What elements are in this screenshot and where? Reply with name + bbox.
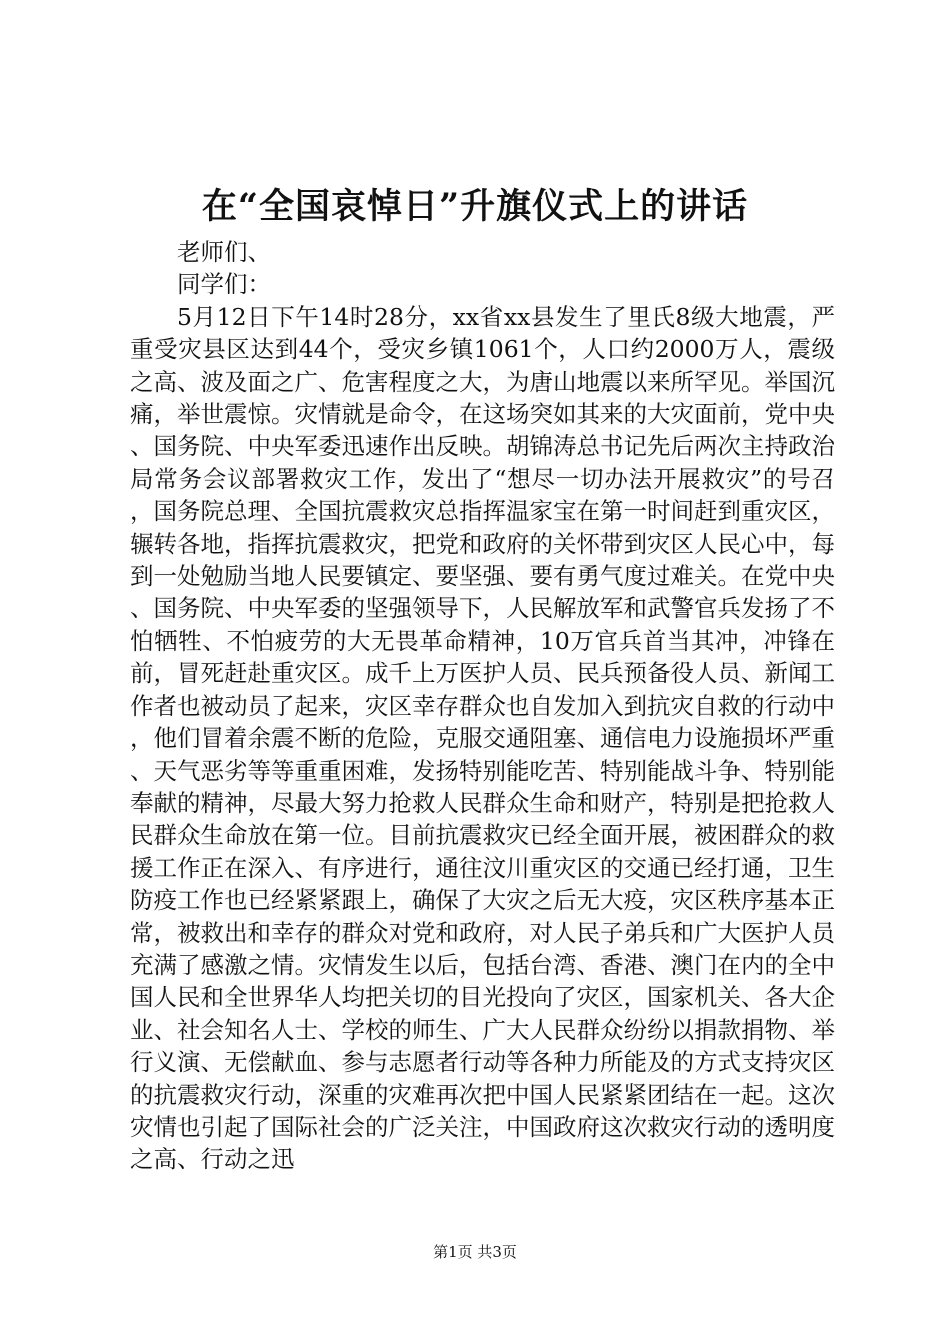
page-footer: 第1页 共3页 bbox=[433, 1243, 517, 1261]
document-body bbox=[130, 236, 835, 1176]
body-paragraph: 5月12日下午14时28分，xx省xx县发生了里氏8级大地震，严重受灾县区达到44个，受灾乡镇1061个，人口约2000万人，震级之高、波及面之广、危害程度之大，为唐山地震以来所罕见。举国沉痛，举世震惊。灾情就是命令，在这场突如其来的大灾面前，党中央、国务院、中央军委迅速作出反映。胡锦涛总书记先后两次主持政治局常务会议部署救灾工作，发出了“想尽一切办法开展救灾”的号召，国务院总理、全国抗震救灾总指挥温家宝在第一时间赶到重灾区，辗转各地，指挥抗震救灾，把党和政府的关怀带到灾区人民心中，每到一处勉励当地人民要镇定、要坚强、要有勇气度过难关。在党中央、国务院、中央军委的坚强领导下，人民解放军和武警官兵发扬了不怕牺牲、不怕疲劳的大无畏革命精神，10万官兵首当其冲，冲锋在前，冒死赶赴重灾区。成千上万医护人员、民兵预备役人员、新闻工作者也被动员了起来，灾区幸存群众也自发加入到抗灾自救的行动中，他们冒着余震不断的危险，克服交通阻塞、通信电力设施损坏严重、天气恶劣等等重重困难，发扬特别能吃苦、特别能战斗争、特别能奉献的精神，尽最大努力抢救人民群众生命和财产，特别是把抢救人民群众生命放在第一位。目前抗震救灾已经全面开展，被困群众的救援工作正在深入、有序进行，通往汶川重灾区的交通已经打通，卫生防疫工作也已经紧紧跟上，确保了大灾之后无大疫，灾区秩序基本正常，被救出和幸存的群众对党和政府，对人民子弟兵和广大医护人员充满了感激之情。灾情发生以后，包括台湾、香港、澳门在内的全中国人民和全世界华人均把关切的目光投向了灾区，国家机关、各大企业、社会知名人士、学校的师生、广大人民群众纷纷以捐款捐物、举行义演、无偿献血、参与志愿者行动等各种力所能及的方式支持灾区的抗震救灾行动，深重的灾难再次把中国人民紧紧团结在一起。这次灾情也引起了国际社会的广泛关注，中国政府这次救灾行动的透明度之高、行动之迅 bbox=[130, 302, 835, 1174]
document-title: 在“全国哀悼日”升旗仪式上的讲话 bbox=[201, 186, 749, 227]
salutation-students: 同学们： bbox=[177, 270, 271, 299]
salutation-teachers: 老师们、 bbox=[177, 238, 271, 266]
